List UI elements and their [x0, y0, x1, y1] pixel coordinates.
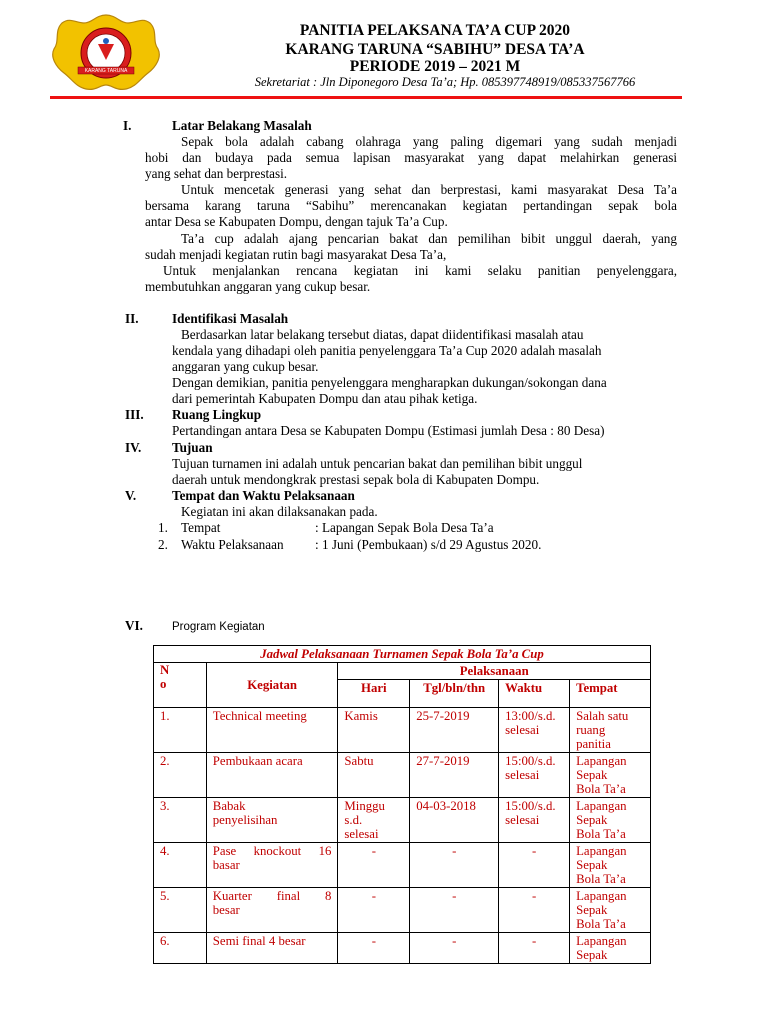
header-line-2: KARANG TARUNA “SABIHU” DESA TA’A: [285, 41, 585, 58]
cell-tgl: 04-03-2018: [410, 798, 499, 843]
cell-waktu: 15:00/s.d. selesai: [499, 798, 570, 843]
list-item-value: : Lapangan Sepak Bola Desa Ta’a: [315, 520, 494, 535]
cell-tempat: Lapangan Sepak Bola Ta’a: [570, 888, 651, 933]
cell-tempat: Lapangan Sepak: [570, 933, 651, 964]
list-item-label: Tempat: [181, 520, 221, 535]
header-pelaksanaan: Pelaksanaan: [338, 663, 651, 680]
list-item-value: : 1 Juni (Pembukaan) s/d 29 Agustus 2020.: [315, 537, 542, 552]
cell-no: 2.: [154, 753, 207, 798]
section-2-text: dari pemerintah Kabupaten Dompu dan atau pihak ketiga.: [172, 391, 478, 406]
section-4-number: IV.: [125, 440, 142, 455]
section-5-number: V.: [125, 488, 137, 503]
table-row: [154, 798, 651, 843]
cell-hari: -: [338, 843, 410, 888]
cell-no: 1.: [154, 708, 207, 753]
section-4-text: Tujuan turnamen ini adalah untuk pencarian bakat dan pemilihan bibit unggul: [172, 456, 583, 471]
section-1-text: bersama karang taruna “Sabihu” merencanakan kegiatan pertandingan sepak bola: [145, 198, 677, 213]
cell-waktu: -: [499, 888, 570, 933]
section-4-title: Tujuan: [172, 440, 213, 455]
cell-tempat: Salah satu ruang panitia: [570, 708, 651, 753]
section-5-title: Tempat dan Waktu Pelaksanaan: [172, 488, 355, 503]
cell-no: 6.: [154, 933, 207, 964]
cell-tgl: -: [410, 888, 499, 933]
cell-tgl: 25-7-2019: [410, 708, 499, 753]
cell-tempat: Lapangan Sepak Bola Ta’a: [570, 843, 651, 888]
header-divider: [50, 96, 682, 99]
section-1-text: Sepak bola adalah cabang olahraga yang paling digemari yang sudah menjadi: [181, 134, 677, 149]
cell-hari: Minggu s.d. selesai: [338, 798, 410, 843]
table-row: [154, 753, 651, 798]
cell-kegiatan: Technical meeting: [206, 708, 338, 753]
section-2-title: Identifikasi Masalah: [172, 311, 289, 326]
cell-kegiatan: Babak penyelisihan: [206, 798, 338, 843]
secretariat-line: Sekretariat : Jln Diponegoro Desa Ta’a; Hp. 085397748919/085337567766: [254, 75, 636, 89]
section-1-number: I.: [123, 118, 132, 133]
header-waktu: Waktu: [499, 680, 570, 708]
cell-waktu: -: [499, 933, 570, 964]
section-1-title: Latar Belakang Masalah: [172, 118, 312, 133]
section-2-text: Dengan demikian, panitia penyelenggara mengharapkan dukungan/sokongan dana: [172, 375, 607, 390]
header-kegiatan: Kegiatan: [206, 663, 338, 708]
cell-no: 4.: [154, 843, 207, 888]
cell-tempat: Lapangan Sepak Bola Ta’a: [570, 798, 651, 843]
section-1-text: Untuk menjalankan rencana kegiatan ini kami selaku panitian penyelenggara,: [163, 263, 677, 278]
header-tempat: Tempat: [570, 680, 651, 708]
cell-kegiatan: Semi final 4 besar: [206, 933, 338, 964]
header-no: N o: [154, 663, 207, 708]
section-1-text: yang sehat dan berprestasi.: [145, 166, 288, 181]
table-title: Jadwal Pelaksanaan Turnamen Sepak Bola Ta’a Cup: [154, 646, 651, 663]
list-item-number: 1.: [158, 520, 168, 535]
section-1-text: sudah menjadi kegiatan rutin bagi masyarakat Desa Ta’a,: [145, 247, 447, 262]
cell-hari: Sabtu: [338, 753, 410, 798]
cell-hari: Kamis: [338, 708, 410, 753]
section-1-text: Ta’a cup adalah ajang pencarian bakat dan pemilihan bibit unggul daerah, yang: [181, 231, 677, 246]
list-item-number: 2.: [158, 537, 168, 552]
cell-kegiatan: Kuarter final 8 besar: [206, 888, 338, 933]
cell-waktu: 13:00/s.d. selesai: [499, 708, 570, 753]
table-row: [154, 708, 651, 753]
svg-text:KARANG TARUNA: KARANG TARUNA: [84, 68, 128, 74]
cell-hari: -: [338, 888, 410, 933]
cell-tgl: -: [410, 933, 499, 964]
header-hari: Hari: [338, 680, 410, 708]
section-1-text: hobi dan budaya pada semua lapisan masyarakat yang dapat melahirkan generasi: [145, 150, 677, 165]
cell-kegiatan: Pase knockout 16 basar: [206, 843, 338, 888]
cell-tempat: Lapangan Sepak Bola Ta’a: [570, 753, 651, 798]
section-1-text: membutuhkan anggaran yang cukup besar.: [145, 279, 371, 294]
section-1-text: antar Desa se Kabupaten Dompu, dengan tajuk Ta’a Cup.: [145, 214, 448, 229]
table-row: [154, 843, 651, 888]
header-line-1: PANITIA PELAKSANA TA’A CUP 2020: [299, 22, 571, 39]
karang-taruna-logo: [50, 13, 162, 93]
cell-no: 5.: [154, 888, 207, 933]
cell-hari: -: [338, 933, 410, 964]
cell-no: 3.: [154, 798, 207, 843]
section-6-number: VI.: [125, 618, 143, 633]
section-2-number: II.: [125, 311, 139, 326]
section-4-text: daerah untuk mendongkrak prestasi sepak bola di Kabupaten Dompu.: [172, 472, 540, 487]
section-6-title: Program Kegiatan: [172, 621, 265, 633]
section-3-title: Ruang Lingkup: [172, 407, 262, 422]
list-item-label: Waktu Pelaksanaan: [181, 537, 284, 552]
section-5-intro: Kegiatan ini akan dilaksanakan pada.: [181, 504, 378, 519]
cell-kegiatan: Pembukaan acara: [206, 753, 338, 798]
table-row: [154, 888, 651, 933]
section-2-text: anggaran yang cukup besar.: [172, 359, 319, 374]
schedule-table: [153, 645, 651, 964]
cell-tgl: -: [410, 843, 499, 888]
cell-waktu: -: [499, 843, 570, 888]
cell-waktu: 15:00/s.d. selesai: [499, 753, 570, 798]
section-2-text: Berdasarkan latar belakang tersebut diatas, dapat diidentifikasi masalah atau: [181, 327, 584, 342]
cell-tgl: 27-7-2019: [410, 753, 499, 798]
section-2-text: kendala yang dihadapi oleh panitia penyelenggara Ta’a Cup 2020 adalah masalah: [172, 343, 602, 358]
header-tgl: Tgl/bln/thn: [410, 680, 499, 708]
table-row: [154, 933, 651, 964]
section-1-text: Untuk mencetak generasi yang sehat dan berprestasi, kami masyarakat Desa Ta’a: [181, 182, 677, 197]
section-3-text: Pertandingan antara Desa se Kabupaten Dompu (Estimasi jumlah Desa : 80 Desa): [172, 423, 605, 438]
header-line-3: PERIODE 2019 – 2021 M: [349, 58, 521, 75]
section-3-number: III.: [125, 407, 144, 422]
